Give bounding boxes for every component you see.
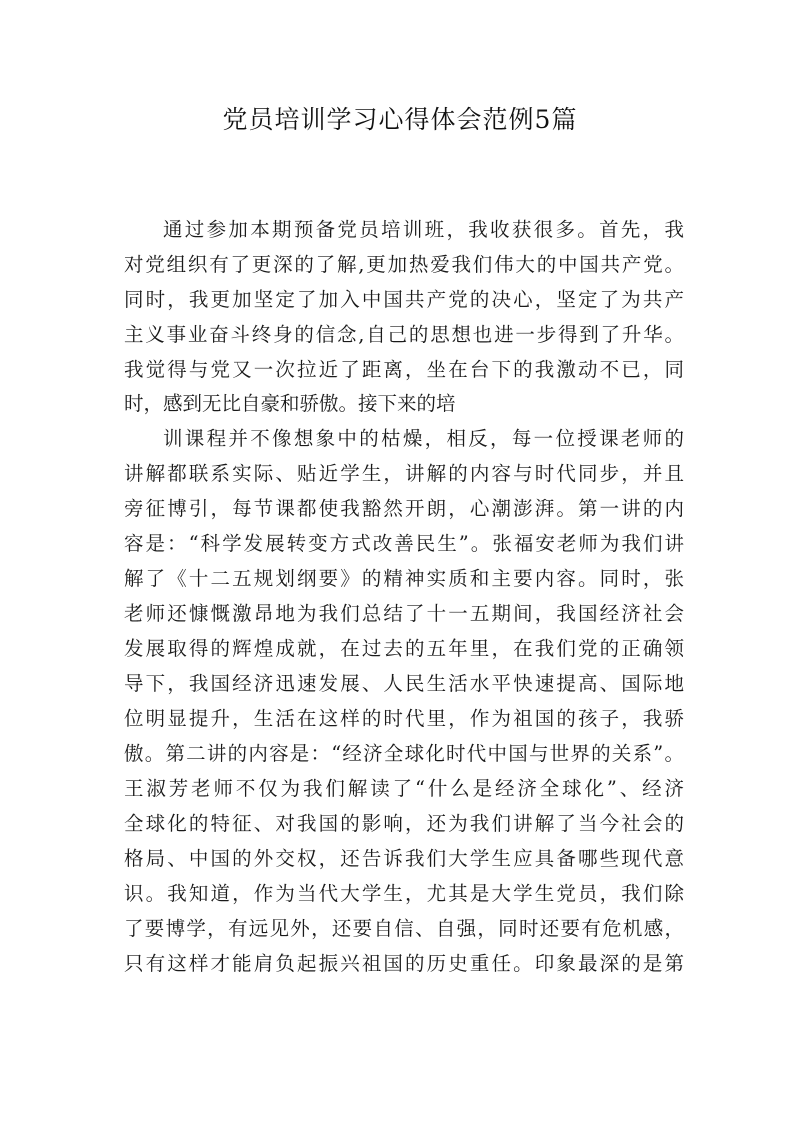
paragraph-line: 格局、中国的外交权，还告诉我们大学生应具备哪些现代意 — [124, 847, 684, 870]
paragraph-line: 位明显提升，生活在这样的时代里，作为祖国的孩子，我骄 — [124, 707, 684, 730]
paragraph-line: 识。我知道，作为当代大学生，尤其是大学生党员，我们除 — [124, 882, 684, 905]
paragraph-line: 旁征博引，每节课都使我豁然开朗，心潮澎湃。第一讲的内 — [124, 497, 684, 520]
paragraph-line: 我觉得与党又一次拉近了距离，坐在台下的我激动不已，同 — [124, 358, 684, 381]
paragraph-line: 对党组织有了更深的了解,更加热爱我们伟大的中国共产党。 — [124, 253, 684, 276]
paragraph-line: 训课程并不像想象中的枯燥，相反，每一位授课老师的 — [163, 427, 684, 450]
paragraph-line: 王淑芳老师不仅为我们解读了“什么是经济全球化”、经济 — [124, 777, 684, 800]
paragraph-line: 解了《十二五规划纲要》的精神实质和主要内容。同时，张 — [124, 567, 684, 590]
paragraph-line: 只有这样才能肩负起振兴祖国的历史重任。印象最深的是第 — [124, 952, 684, 975]
paragraph-line: 同时，我更加坚定了加入中国共产党的决心，坚定了为共产 — [124, 288, 684, 311]
paragraph-line: 导下，我国经济迅速发展、人民生活水平快速提高、国际地 — [124, 672, 684, 695]
paragraph-line: 发展取得的辉煌成就，在过去的五年里，在我们党的正确领 — [124, 637, 684, 660]
paragraph-line: 容是：“科学发展转变方式改善民生”。张福安老师为我们讲 — [124, 532, 684, 555]
paragraph-line: 通过参加本期预备党员培训班，我收获很多。首先，我 — [163, 218, 684, 241]
paragraph-line: 主义事业奋斗终身的信念,自己的思想也进一步得到了升华。 — [124, 323, 684, 346]
paragraph-line: 全球化的特征、对我国的影响，还为我们讲解了当今社会的 — [124, 812, 684, 835]
document-title: 党员培训学习心得体会范例5篇 — [222, 105, 578, 134]
paragraph-line: 讲解都联系实际、贴近学生，讲解的内容与时代同步，并且 — [124, 462, 684, 485]
paragraph-line: 时，感到无比自豪和骄傲。接下来的培 — [124, 392, 456, 415]
paragraph-line: 了要博学，有远见外，还要自信、自强，同时还要有危机感， — [124, 917, 684, 940]
paragraph-line: 傲。第二讲的内容是：“经济全球化时代中国与世界的关系”。 — [124, 742, 684, 765]
paragraph-line: 老师还慷慨激昂地为我们总结了十一五期间，我国经济社会 — [124, 602, 684, 625]
